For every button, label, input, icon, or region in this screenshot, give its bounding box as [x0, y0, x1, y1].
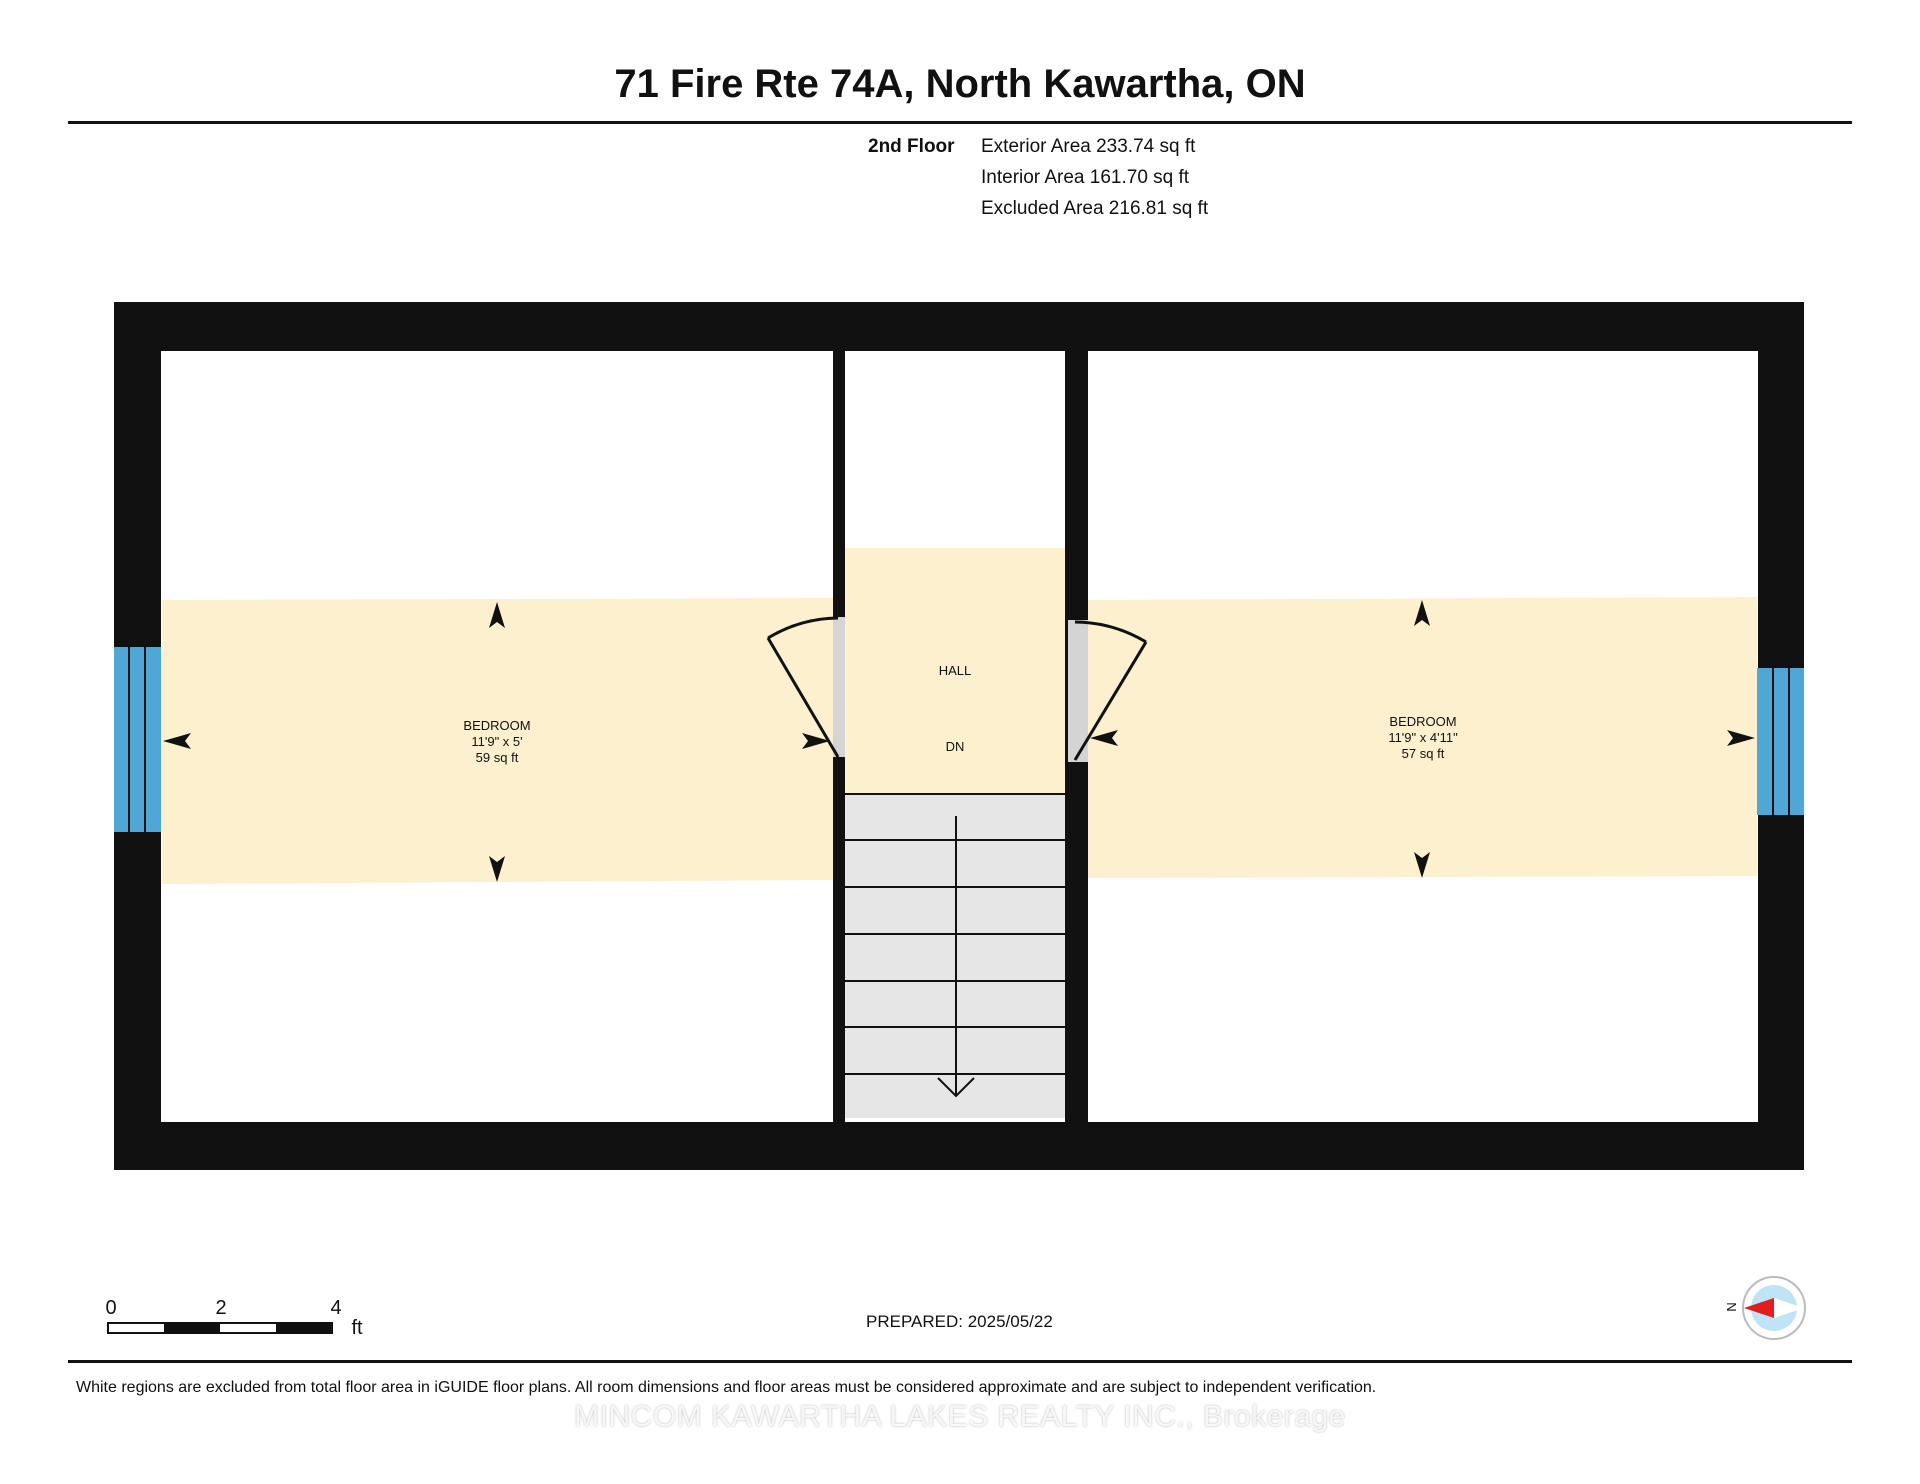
scale-bar: [108, 1323, 332, 1333]
disclaimer-text: White regions are excluded from total floor area in iGUIDE floor plans. All room dimensions and floor areas must be considered approximate and are subject to independent verification.: [76, 1379, 1377, 1396]
exterior-area-text: Exterior Area 233.74 sq ft: [981, 136, 1196, 157]
hall-right-wall-upper: [1065, 351, 1088, 617]
prepared-date: PREPARED: 2025/05/22: [866, 1312, 1053, 1331]
floor-label: 2nd Floor: [868, 136, 955, 157]
interior-area-text: Interior Area 161.70 sq ft: [981, 167, 1190, 188]
scale-tick-4: 4: [330, 1297, 342, 1319]
left-window: [114, 647, 161, 832]
hall-name: HALL: [938, 663, 972, 678]
left-bedroom-name: BEDROOM: [463, 718, 531, 733]
excluded-area-text: Excluded Area 216.81 sq ft: [981, 198, 1209, 219]
scale-unit: ft: [351, 1317, 363, 1339]
brokerage-watermark: MINCOM KAWARTHA LAKES REALTY INC., Brokerage: [574, 1400, 1346, 1433]
scale-tick-2: 2: [215, 1297, 227, 1319]
hall-left-wall-upper: [833, 351, 845, 617]
left-door-opening: [833, 617, 845, 757]
compass-icon: [1743, 1277, 1805, 1339]
right-bedroom-name: BEDROOM: [1389, 714, 1457, 729]
page-title: 71 Fire Rte 74A, North Kawartha, ON: [614, 62, 1306, 106]
hall-stair-label: DN: [945, 739, 965, 754]
hall-left-wall-lower: [833, 757, 845, 1122]
scale-tick-0: 0: [105, 1297, 117, 1319]
right-window: [1757, 668, 1804, 815]
right-bedroom-dims: 11'9" x 4'11": [1388, 730, 1458, 745]
left-bedroom-dims: 11'9" x 5': [471, 734, 523, 749]
left-bedroom-area: 59 sq ft: [475, 750, 519, 765]
compass-north-label: N: [1724, 1302, 1739, 1312]
hall-right-wall-lower: [1065, 762, 1088, 1122]
footer-rule: [68, 1360, 1852, 1363]
right-bedroom-area: 57 sq ft: [1401, 746, 1445, 761]
